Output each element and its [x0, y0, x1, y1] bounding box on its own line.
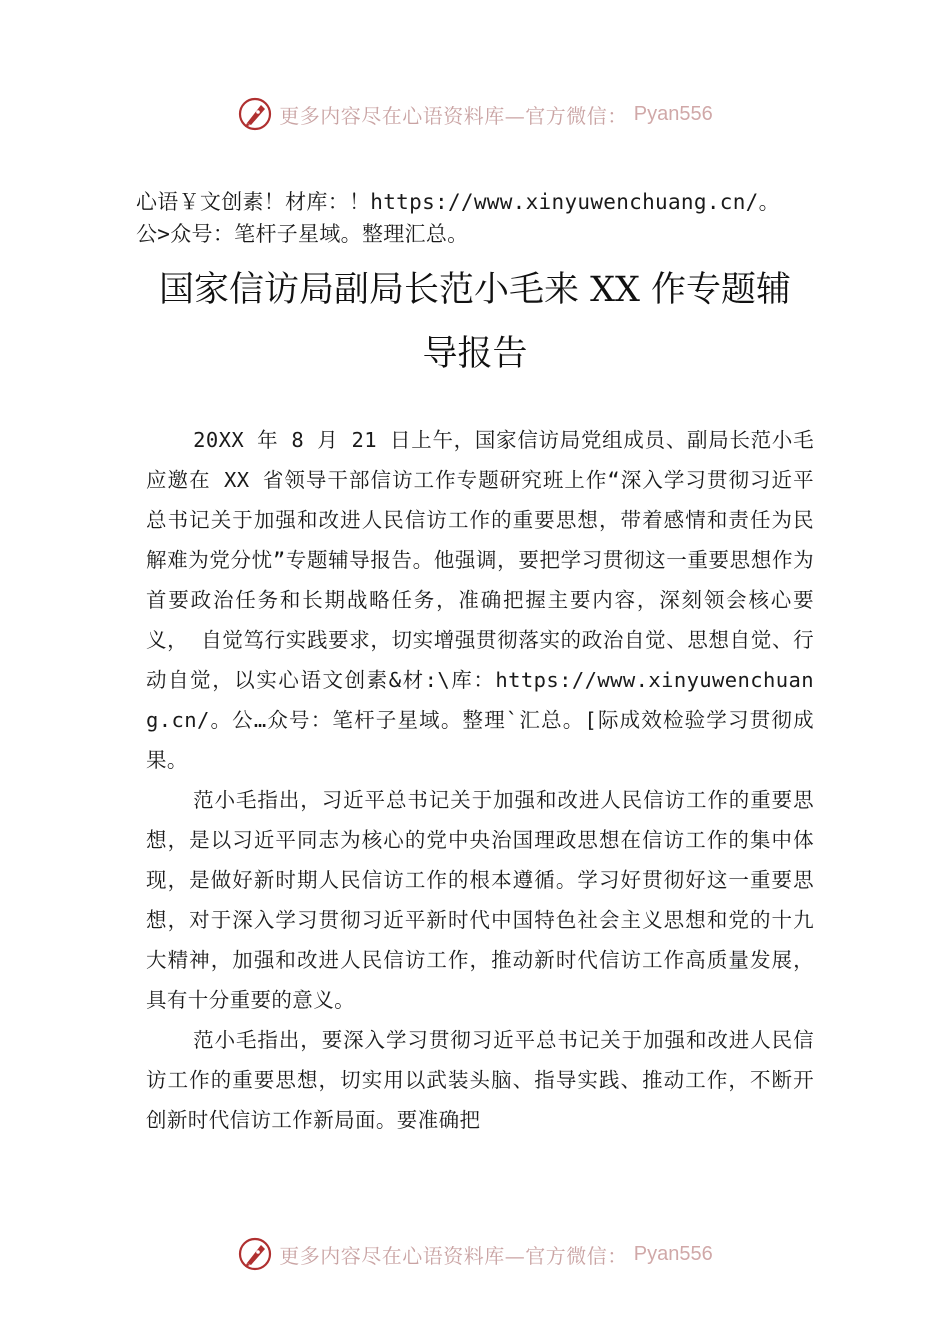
paragraph: 20XX 年 8 月 21 日上午，国家信访局党组成员、副局长范小毛应邀在 XX 省领导干部信访工作专题研究班上作“深入学习贯彻习近平总书记关于加强和改进人民信访工作的重要思想，带着感情和责任为民解难为党分忧”专题辅导报告。他强调，要把学习贯彻这一重要思想作为首要政治任务和长期战略任务，准确把握主要内容，深刻领会核心要义， 自觉笃行实践要求，切实增强贯彻落实的政治自觉、思想自觉、行动自觉，以实心语文创素&材:\库：https://www.xinyuwenchuang.cn/。公…众号：笔杆子星域。整理`汇总。[际成效检验学习贯彻成果。: [146, 428, 814, 772]
wechat-id: Pyan556: [633, 102, 713, 125]
source-note: [136, 186, 836, 250]
source-note-line-1: 心语￥文创素！材库：！https://www.xinyuwenchuang.cn/。: [136, 190, 780, 214]
pen-nib-logo-icon: [237, 96, 273, 132]
title-line-2: 导报告: [422, 334, 528, 374]
paragraph: 范小毛指出，习近平总书记关于加强和改进人民信访工作的重要思想，是以习近平同志为核心的党中央治国理政思想在信访工作的集中体现，是做好新时期人民信访工作的根本遵循。学习好贯彻好这一重要思想，对于深入学习贯彻习近平新时代中国特色社会主义思想和党的十九大精神，加强和改进人民信访工作，推动新时代信访工作高质量发展，具有十分重要的意义。: [146, 788, 814, 1012]
paragraph: 范小毛指出，要深入学习贯彻习近平总书记关于加强和改进人民信访工作的重要思想，切实用以武装头脑、指导实践、推动工作，不断开创新时代信访工作新局面。要准确把: [146, 1028, 814, 1132]
watermark-text: 更多内容尽在心语资料库—官方微信：: [279, 1243, 628, 1268]
source-note-line-2: 公>众号：笔杆子星域。整理汇总。: [136, 222, 469, 246]
document-title: [100, 258, 850, 386]
wechat-id: Pyan556: [633, 1242, 713, 1265]
document-body: [146, 420, 814, 1140]
watermark-text: 更多内容尽在心语资料库—官方微信：: [279, 103, 628, 128]
pen-nib-logo-icon: [237, 1236, 273, 1272]
top-watermark-banner: [0, 92, 950, 136]
bottom-watermark-banner: [0, 1232, 950, 1276]
title-line-1: 国家信访局副局长范小毛来 XX 作专题辅: [158, 270, 792, 310]
